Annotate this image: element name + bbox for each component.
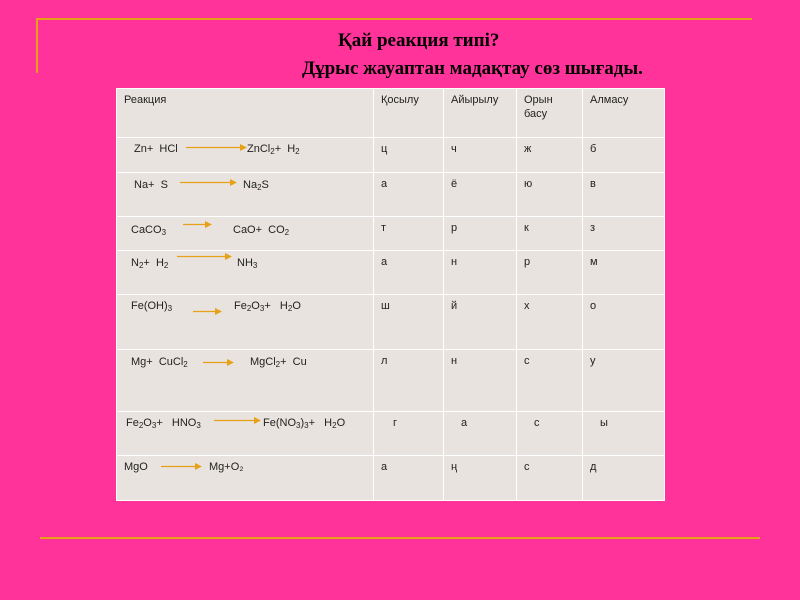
answer-letter: л — [374, 349, 444, 411]
answer-letter: ы — [583, 412, 665, 455]
reaction-cell — [117, 138, 374, 172]
products: MgCl$_2$+ Cu — [250, 355, 307, 369]
header-reaction: Реакция — [117, 89, 374, 138]
answer-letter: т — [374, 216, 444, 250]
answer-letter: н — [444, 251, 517, 295]
arrow-icon — [177, 252, 233, 261]
arrow-icon — [180, 178, 238, 187]
reactants: MgO — [124, 460, 148, 473]
header-qosylu: Қосылу — [374, 89, 444, 138]
table-row — [117, 172, 665, 216]
answer-letter: д — [583, 455, 665, 500]
reactants: CaCO$_3$ — [131, 223, 167, 237]
arrow-icon — [193, 307, 223, 316]
products: $CaO+ CO_2$ — [233, 223, 290, 237]
arrow-icon — [186, 143, 248, 152]
reactants: Mg+ CuCl$_2$ — [131, 355, 188, 369]
reaction-cell — [117, 455, 374, 500]
reaction-cell — [117, 172, 374, 216]
answer-letter: ё — [444, 172, 517, 216]
answer-letter: а — [444, 412, 517, 455]
answer-letter: р — [444, 216, 517, 250]
answer-letter: ң — [444, 455, 517, 500]
reactants: $Fe_2O_3+ HNO_3$ — [126, 417, 201, 431]
reaction-cell — [117, 216, 374, 250]
slide-title: Қай реакция типі? — [338, 30, 500, 51]
reaction-cell — [117, 349, 374, 411]
arrow-icon — [214, 416, 262, 425]
answer-letter: ч — [444, 138, 517, 172]
answer-letter: ю — [517, 172, 583, 216]
arrow-icon — [161, 462, 203, 471]
reactants: Na+ S — [134, 178, 168, 191]
reaction-table — [116, 88, 665, 501]
table-row — [117, 295, 665, 349]
reactants: $N_2+ H_2$ — [131, 257, 169, 271]
table-row — [117, 455, 665, 500]
answer-letter: р — [517, 251, 583, 295]
header-ajyrylu: Айырылу — [444, 89, 517, 138]
answer-letter: а — [374, 455, 444, 500]
products: ZnCl$_2$+ $H_2$ — [247, 143, 300, 157]
reactants: Zn+ HCl — [134, 143, 178, 156]
answer-letter: х — [517, 295, 583, 349]
products: $Fe(NO_3)_3+ H_2O$ — [263, 417, 346, 431]
products: $NH_3$ — [237, 257, 258, 271]
answer-letter: в — [583, 172, 665, 216]
arrow-icon — [183, 220, 213, 229]
reaction-cell — [117, 251, 374, 295]
header-orynbasu: Орын басу — [517, 89, 583, 138]
answer-letter: а — [374, 251, 444, 295]
answer-letter: н — [444, 349, 517, 411]
products: $Na_2S$ — [243, 178, 269, 192]
arrow-icon — [203, 358, 235, 367]
answer-letter: г — [374, 412, 444, 455]
answer-letter: с — [517, 455, 583, 500]
answer-letter: ц — [374, 138, 444, 172]
reaction-cell — [117, 412, 374, 455]
bottom-decor-line — [40, 537, 760, 539]
products: $Fe_2O_3+ H_2O$ — [234, 300, 301, 314]
answer-letter: й — [444, 295, 517, 349]
answer-letter: с — [517, 412, 583, 455]
answer-letter: у — [583, 349, 665, 411]
answer-letter: м — [583, 251, 665, 295]
answer-letter: ш — [374, 295, 444, 349]
answer-letter: б — [583, 138, 665, 172]
table-row — [117, 138, 665, 172]
table-row — [117, 216, 665, 250]
header-almasu: Алмасу — [583, 89, 665, 138]
answer-letter: с — [517, 349, 583, 411]
slide-subtitle: Дұрыс жауаптан мадақтау сөз шығады. — [302, 58, 643, 79]
left-decor-line — [36, 18, 38, 73]
answer-letter: к — [517, 216, 583, 250]
reactants: $Fe(OH)_3$ — [131, 300, 173, 314]
table-row — [117, 349, 665, 411]
answer-letter: а — [374, 172, 444, 216]
answer-letter: з — [583, 216, 665, 250]
table-row — [117, 251, 665, 295]
products: Mg+O₂ — [209, 460, 244, 473]
top-decor-line — [36, 18, 752, 20]
answer-letter: ж — [517, 138, 583, 172]
reaction-cell — [117, 295, 374, 349]
answer-letter: о — [583, 295, 665, 349]
header-row — [117, 89, 665, 138]
table-row — [117, 412, 665, 455]
